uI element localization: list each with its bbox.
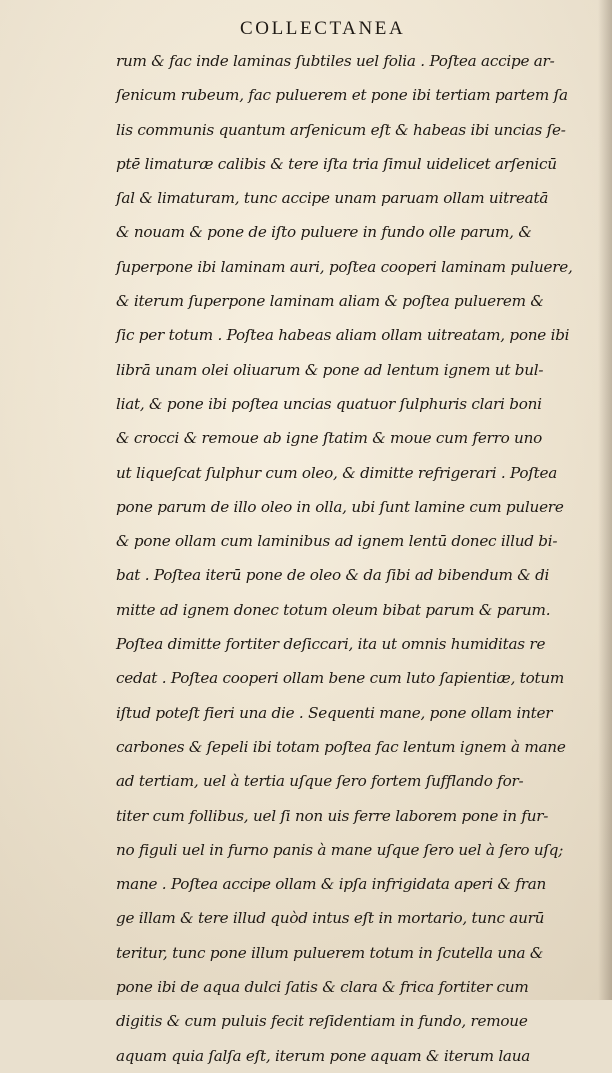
text-line: & crocci & remoue ab igne ſtatim & moue cum ferro uno <box>116 429 543 448</box>
text-line: pone parum de illo oleo in olla, ubi ſunt lamine cum puluere <box>116 497 564 516</box>
text-line: cedat . Poſtea cooperi ollam bene cum luto ſapientiæ, totum <box>116 669 565 688</box>
text-line: no figuli uel in furno panis à mane uſque ſero uel à ſero uſq; <box>116 840 564 859</box>
text-line: teritur, tunc pone illum puluerem totum in ſcutella una & <box>116 943 544 962</box>
text-line: ſic per totum . Poſtea habeas aliam ollam uitreatam, pone ibi <box>116 326 570 345</box>
text-line: mitte ad ignem donec totum oleum bibat parum & parum. <box>116 600 551 619</box>
text-line: lis communis quantum arſenicum eſt & habeas ibi uncias ſe- <box>116 120 566 139</box>
text-line: Poſtea dimitte fortiter deſiccari, ita ut omnis humiditas re <box>116 635 546 654</box>
text-line: ſuperpone ibi laminam auri, poſtea cooperi laminam puluere, <box>116 257 573 276</box>
text-line: aquam quia ſalſa eſt, iterum pone aquam & iterum laua <box>116 1046 531 1065</box>
text-line: bat . Poſtea iterū pone de oleo & da ſibi ad bibendum & di <box>116 566 550 585</box>
page-edge-shadow <box>598 0 612 1000</box>
body-text <box>116 44 600 1073</box>
text-line: titer cum follibus, uel ſi non uis ferre laborem pone in fur- <box>116 806 549 825</box>
text-line: iſtud poteſt fieri una die . Sequenti mane, pone ollam inter <box>116 703 553 722</box>
running-head: COLLECTANEA <box>240 18 406 39</box>
text-line: ſal & limaturam, tunc accipe unam paruam ollam uitreatā <box>116 189 549 208</box>
text-line: ad tertiam, uel à tertia uſque ſero fortem ſufflando for- <box>116 772 524 791</box>
text-line: & nouam & pone de iſto puluere in fundo olle parum, & <box>116 223 532 242</box>
text-line: pone ibi de aqua dulci ſatis & clara & frica fortiter cum <box>116 978 529 997</box>
text-line: digitis & cum puluis fecit reſidentiam in fundo, remoue <box>116 1012 528 1031</box>
text-line: ptē limaturæ calibis & tere iſta tria ſimul uidelicet arſenicū <box>116 154 557 173</box>
text-line: & iterum ſuperpone laminam aliam & poſtea puluerem & <box>116 292 544 311</box>
text-line: carbones & ſepeli ibi totam poſtea fac lentum ignem à mane <box>116 737 566 756</box>
text-line: mane . Poſtea accipe ollam & ipſa infrigidata aperi & fran <box>116 875 547 894</box>
text-line: ſenicum rubeum, fac puluerem et pone ibi tertiam partem ſa <box>116 86 568 105</box>
text-line: rum & fac inde laminas ſubtiles uel folia . Poſtea accipe ar- <box>116 52 555 70</box>
text-line: ut liqueſcat ſulphur cum oleo, & dimitte refrigerari . Poſtea <box>116 463 558 482</box>
text-line: liat, & pone ibi poſtea uncias quatuor ſulphuris clari boni <box>116 394 542 413</box>
text-line: librā unam olei oliuarum & pone ad lentum ignem ut bul- <box>116 360 544 379</box>
text-line: & pone ollam cum laminibus ad ignem lentū donec illud bi- <box>116 532 558 551</box>
text-line: ge illam & tere illud quòd intus eſt in mortario, tunc aurū <box>116 909 545 928</box>
